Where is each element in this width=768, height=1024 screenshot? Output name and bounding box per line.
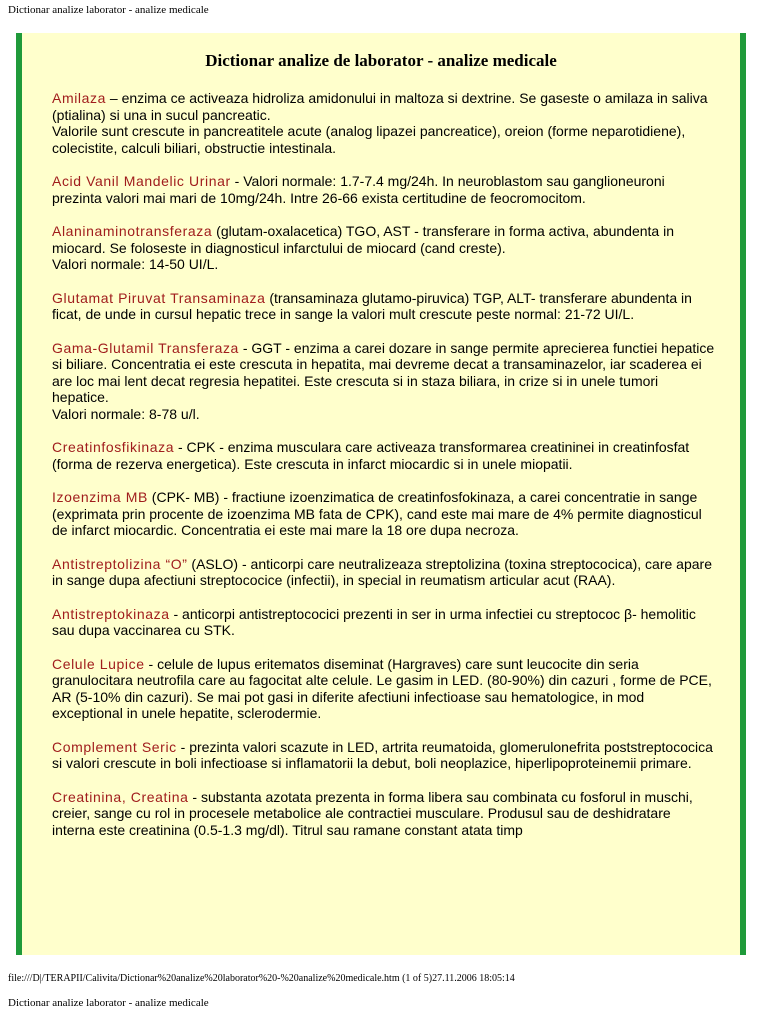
entry-description: (glutam-oxalacetica) TGO, AST - transferare in forma activa, abundenta in miocard. Se foloseste in diagnosticul infarctului de miocard (cand creste). Valori normale: 14-50 UI/L. <box>52 223 674 272</box>
entry-term: Celule Lupice <box>52 655 145 672</box>
entry-description: - prezinta valori scazute in LED, artrita reumatoida, glomerulonefrita poststreptococica si valori crescute in boli infectioase si inflamatorii la debut, boli neoplazice, hiperlipoproteinemii primare. <box>52 738 713 771</box>
entry-description: - anticorpi antistreptococici prezenti in ser in urma infectiei cu streptococ β- hemolitic sau dupa vaccinarea cu STK. <box>52 605 696 638</box>
entry-item <box>52 290 717 323</box>
entry-item <box>52 173 717 206</box>
entry-description: - GGT - enzima a carei dozare in sange permite aprecierea functiei hepatice si biliare. Concentratia ei este crescuta in hepatita, mai devreme decat a transaminazelor, iar scaderea ei are loc mai lent decat regresia hepatitei. Este crescuta si in staza biliara, in crize si in unele tumori hepatice. Valori normale: 8-78 u/l. <box>52 339 715 422</box>
entry-term: Creatinfosfikinaza <box>52 439 175 455</box>
page-header-next: Dictionar analize laborator - analize medicale <box>8 997 209 1009</box>
entry-term: Gama-Glutamil Transferaza <box>52 339 239 356</box>
entry-item <box>52 606 717 639</box>
entry-item <box>52 739 717 772</box>
entry-item <box>52 340 717 423</box>
entry-description: - substanta azotata prezenta in forma libera sau combinata cu fosforul in muschi, creier, sange cu rol in procesele metabolice ale contractiei musculare. Produsul sau de deshidratare interna este creatinina (0.5-1.3 mg/dl). Titrul sau ramane constant atata timp <box>52 788 693 838</box>
document-title: Dictionar analize de laborator - analize medicale <box>205 51 557 70</box>
entry-term: Acid Vanil Mandelic Urinar <box>52 173 231 189</box>
entry-term: Alaninaminotransferaza <box>52 223 213 239</box>
entry-description: - celule de lupus eritematos diseminat (Hargraves) care sunt leucocite din seria granulocitara neutrofila care au fagocitat alte celule. Le gasim in LED. (80-90%) din cazuri , forme de PCE, AR (5-10% din cazuri). Se mai pot gasi in diferite afectiuni infectioase sau hematologice, in mod exceptional in unele hepatite, sclerodermie. <box>52 655 712 721</box>
entry-item <box>52 223 717 273</box>
entry-term: Creatinina, Creatina <box>52 788 189 805</box>
entry-term: Antistreptokinaza <box>52 605 170 622</box>
entry-description: - Valori normale: 1.7-7.4 mg/24h. In neuroblastom sau ganglioneuroni prezinta valori mai mari de 10mg/24h. Intre 26-66 exista certitudine de feocromocitom. <box>52 173 665 206</box>
entry-term: Complement Seric <box>52 738 177 755</box>
entry-term: Amilaza <box>52 90 106 106</box>
entry-item <box>52 489 717 539</box>
file-path-footer: file:///D|/TERAPII/Calivita/Dictionar%20analize%20laborator%20-%20analize%20medicale.htm (1 of 5)27.11.2006 18:05:14 <box>8 973 515 984</box>
entry-list <box>52 90 717 855</box>
entry-item <box>52 656 717 722</box>
entry-item <box>52 439 717 472</box>
page-header: Dictionar analize laborator - analize medicale <box>8 4 209 16</box>
entry-term: Glutamat Piruvat Transaminaza <box>52 289 266 306</box>
entry-description: (transaminaza glutamo-piruvica) TGP, ALT- transferare abundenta in ficat, de unde in cursul hepatic trece in sange la valori mult crescute peste normal: 21-72 UI/L. <box>52 289 692 322</box>
entry-description: (CPK- MB) - fractiune izoenzimatica de creatinfosfokinaza, a carei concentratie in sange (exprimata prin procente de izoenzima MB fata de CPK), cand este mai mare de 4% permite diagnosticul de infarct miocardic. Concentratia ei este mai mare la 18 ore dupa necroza. <box>52 489 702 538</box>
entry-item <box>52 556 717 589</box>
entry-description: (ASLO) - anticorpi care neutralizeaza streptolizina (toxina streptococica), care apare in sange dupa afectiuni streptococice (infectii), in special in reumatism articular acut (RAA). <box>52 555 712 588</box>
entry-item <box>52 789 717 839</box>
entry-description: – enzima ce activeaza hidroliza amidonului in maltoza si dextrine. Se gaseste o amilaza in saliva (ptialina) si una in sucul pancreatic. Valorile sunt crescute in pancreatitele acute (analog lipazei pancreatice), oreion (forme neparotidiene), colecistite, calculi biliari, obstructie intestinala. <box>52 90 708 156</box>
entry-term: Izoenzima MB <box>52 489 148 505</box>
entry-item <box>52 90 717 156</box>
content-panel <box>16 33 746 955</box>
entry-term: Antistreptolizina “O” <box>52 555 188 572</box>
entry-description: - CPK - enzima musculara care activeaza transformarea creatininei in creatinfosfat (forma de rezerva energetica). Este crescuta in infarct miocardic si in unele miopatii. <box>52 439 690 472</box>
